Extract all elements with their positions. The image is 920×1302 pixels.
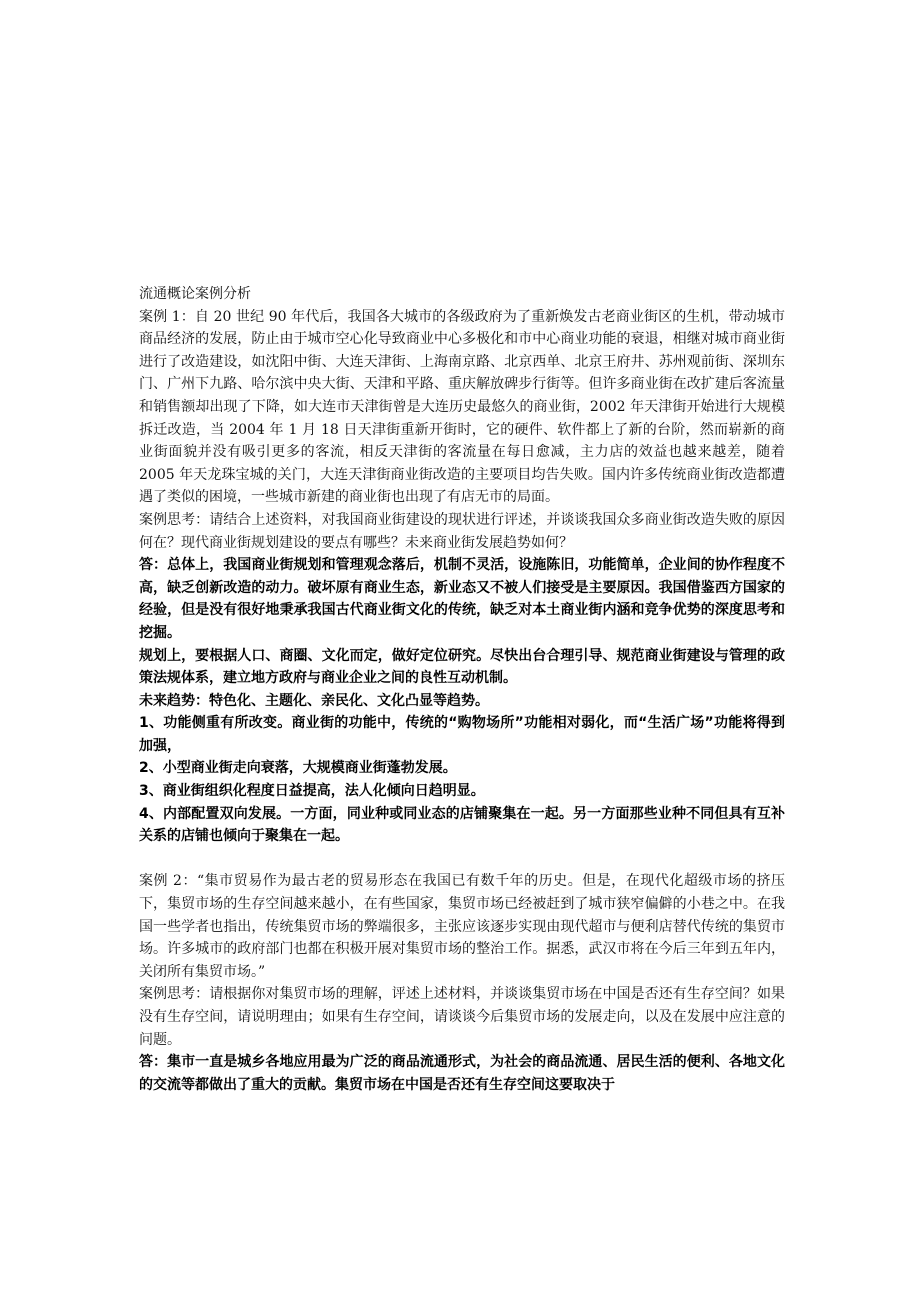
case2-question: 案例思考：请根据你对集贸市场的理解，评述上述材料，并谈谈集贸市场在中国是否还有生存空间？如果没有生存空间，请说明理由；如果有生存空间，请谈谈今后集贸市场的发展走向，以及在发展中应注意的问题。: [139, 986, 785, 1048]
case1-body: 案例 1：自 20 世纪 90 年代后，我国各大城市的各级政府为了重新焕发古老商业街区的生机，带动城市商品经济的发展，防止由于城市空心化导致商业中心多极化和市中心商业功能的衰退，相继对城市商业街进行了改造建设，如沈阳中街、大连天津街、上海南京路、北京西单、北京王府井、苏州观前街、深圳东门、广州下九路、哈尔滨中央大街、天津和平路、重庆解放碑步行街等。但许多商业街在改扩建后客流量和销售额却出现了下降，如大连市天津街曾是大连历史最悠久的商业街，2002 年天津街开始进行大规模拆迁改造，当 2004 年 1 月 18 日天津街重新开街时，它的硬件、软件都上了新的台阶，然而崭新的商业街面貌并没有吸引更多的客流，相反天津街的客流量在每日愈减，主力店的效益也越来越差，随着 2005 年天龙珠宝城的关门，大连天津街商业街改造的主要项目均告失败。国内许多传统商业街改造都遭遇了类似的困境，一些城市新建的商业街也出现了有店无市的局面。: [139, 308, 785, 506]
case1-point-2: 2、小型商业街走向衰落，大规模商业街蓬勃发展。: [139, 760, 457, 777]
case1-point-3: 3、商业街组织化程度日益提高，法人化倾向日趋明显。: [139, 783, 485, 800]
case2-body: 案例 2：“集市贸易作为最古老的贸易形态在我国已有数千年的历史。但是，在现代化超级市场的挤压下，集贸市场的生存空间越来越小，在有些国家，集贸市场已经被赶到了城市狭窄偏僻的小巷之中。在我国一些学者也指出，传统集贸市场的弊端很多，主张应该逐步实现由现代超市与便利店替代传统的集贸市场。许多城市的政府部门也都在积极开展对集贸市场的整治工作。据悉，武汉市将在今后三年到五年内，关闭所有集贸市场。”: [139, 873, 785, 980]
case1-answer-2: 规划上，要根据人口、商圈、文化而定，做好定位研究。尽快出台合理引导、规范商业街建设与管理的政策法规体系，建立地方政府与商业企业之间的良性互动机制。: [139, 647, 785, 687]
document-title: 流通概论案例分析: [139, 286, 251, 302]
case2-answer: 答：集市一直是城乡各地应用最为广泛的商品流通形式，为社会的商品流通、居民生活的便利、各地文化的交流等都做出了重大的贡献。集贸市场在中国是否还有生存空间这要取决于: [139, 1054, 785, 1093]
paragraph-spacer: [139, 848, 785, 871]
case1-trend: 未来趋势：特色化、主题化、亲民化、文化凸显等趋势。: [139, 692, 489, 709]
case1-point-4: 4、内部配置双向发展。一方面，同业种或同业态的店铺聚集在一起。另一方面那些业种不同但具有互补关系的店铺也倾向于聚集在一起。: [139, 805, 785, 845]
case1-answer-1: 答：总体上，我国商业街规划和管理观念落后，机制不灵活，设施陈旧，功能简单，企业间的协作程度不高，缺乏创新改造的动力。破坏原有商业生态，新业态又不被人们接受是主要原因。我国借鉴西方国家的经验，但是没有很好地秉承我国古代商业街文化的传统，缺乏对本土商业街内涵和竞争优势的深度思考和挖掘。: [139, 557, 785, 641]
case1-question: 案例思考：请结合上述资料，对我国商业街建设的现状进行评述，并谈谈我国众多商业街改造失败的原因何在？现代商业街规划建设的要点有哪些？未来商业街发展趋势如何？: [139, 511, 785, 551]
case1-point-1: 1、功能侧重有所改变。商业街的功能中，传统的“购物场所”功能相对弱化，而“生活广场”功能将得到加强，: [139, 715, 785, 754]
document-body: [139, 283, 785, 1096]
